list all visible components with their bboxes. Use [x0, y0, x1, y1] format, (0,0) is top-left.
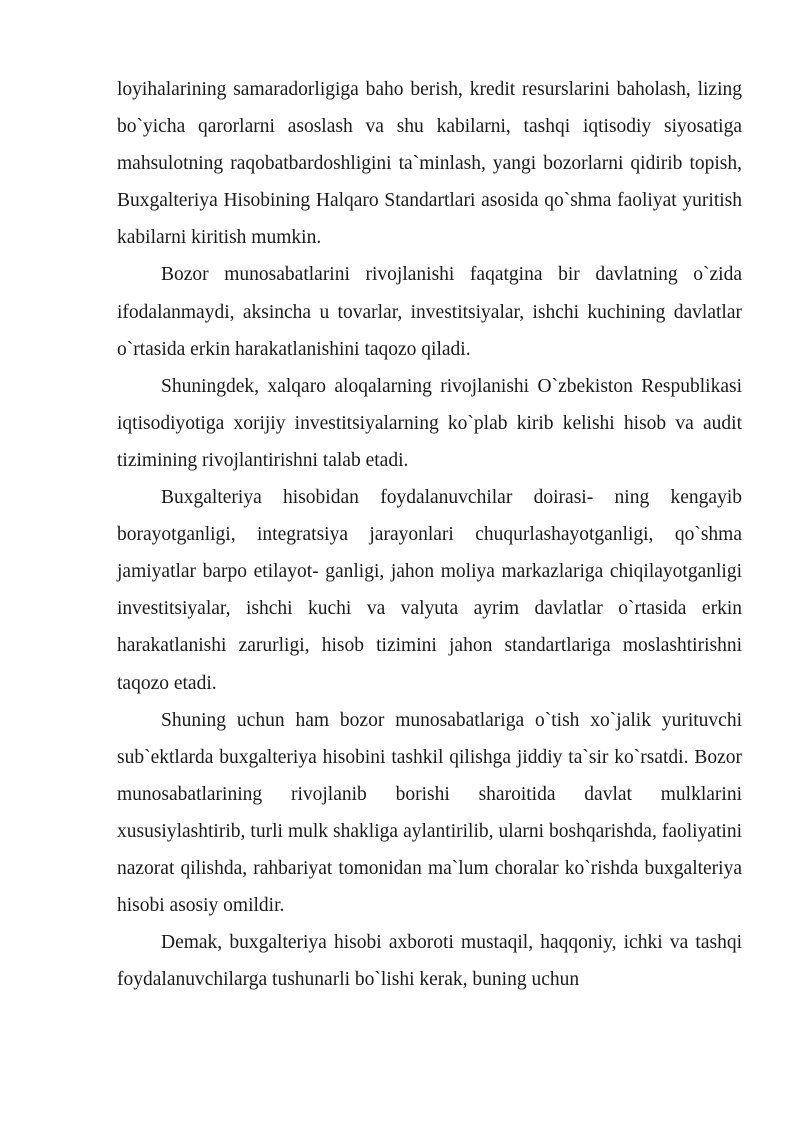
paragraph-5: Shuning uchun ham bozor munosabatlariga o`tish xo`jalik yurituvchi sub`ektlarda buxgalteriya hisobini tashkil qilishga jiddiy ta`sir ko`rsatdi. Bozor munosabatlarining rivojlanib borishi sharoitida davlat mulklarini xususiylashtirib, turli mulk shakliga aylantirilib, ularni boshqarishda, faoliyatini nazorat qilishda, rahbariyat tomonidan ma`lum choralar ko`rishda buxgalteriya hisobi asosiy omildir. — [117, 709, 742, 917]
paragraph-1: loyihalarining samaradorligiga baho berish, kredit resurslarini baholash, lizing bo`yicha qarorlarni asoslash va shu kabilarni, tashqi iqtisodiy siyosatiga mahsulotning raqobatbardoshligini ta`minlash, yangi bozorlarni qidirib topish, Buxgalteriya Hisobining Halqaro Standartlari asosida qo`shma faoliyat yuritish kabilarni kiritish mumkin. — [117, 79, 742, 249]
paragraph-4: Buxgalteriya hisobidan foydalanuvchilar doirasi- ning kengayib borayotganligi, integratsiya jarayonlari chuqurlashayotganligi, qo`shma jamiyatlar barpo etilayot- ganligi, jahon moliya markazlariga chiqilayotganligi investitsiyalar, ishchi kuchi va valyuta ayrim davlatlar o`rtasida erkin harakatlanishi zarurligi, hisob tizimini jahon standartlariga moslashtirishni taqozo etadi. — [117, 487, 742, 694]
paragraph-2: Bozor munosabatlarini rivojlanishi faqatgina bir davlatning o`zida ifodalanmaydi, aksincha u tovarlar, investitsiyalar, ishchi kuchining davlatlar o`rtasida erkin harakatlanishini taqozo qiladi. — [117, 264, 742, 360]
body-text — [117, 71, 742, 998]
paragraph-3: Shuningdek, xalqaro aloqalarning rivojlanishi O`zbekiston Respublikasi iqtisodiyotiga xorijiy investitsiyalarning ko`plab kirib kelishi hisob va audit tizimining rivojlantirishni talab etadi. — [117, 375, 742, 471]
paragraph-6: Demak, buxgalteriya hisobi axboroti mustaqil, haqqoniy, ichki va tashqi foydalanuvchilarga tushunarli bo`lishi kerak, buning uchun — [117, 932, 742, 991]
